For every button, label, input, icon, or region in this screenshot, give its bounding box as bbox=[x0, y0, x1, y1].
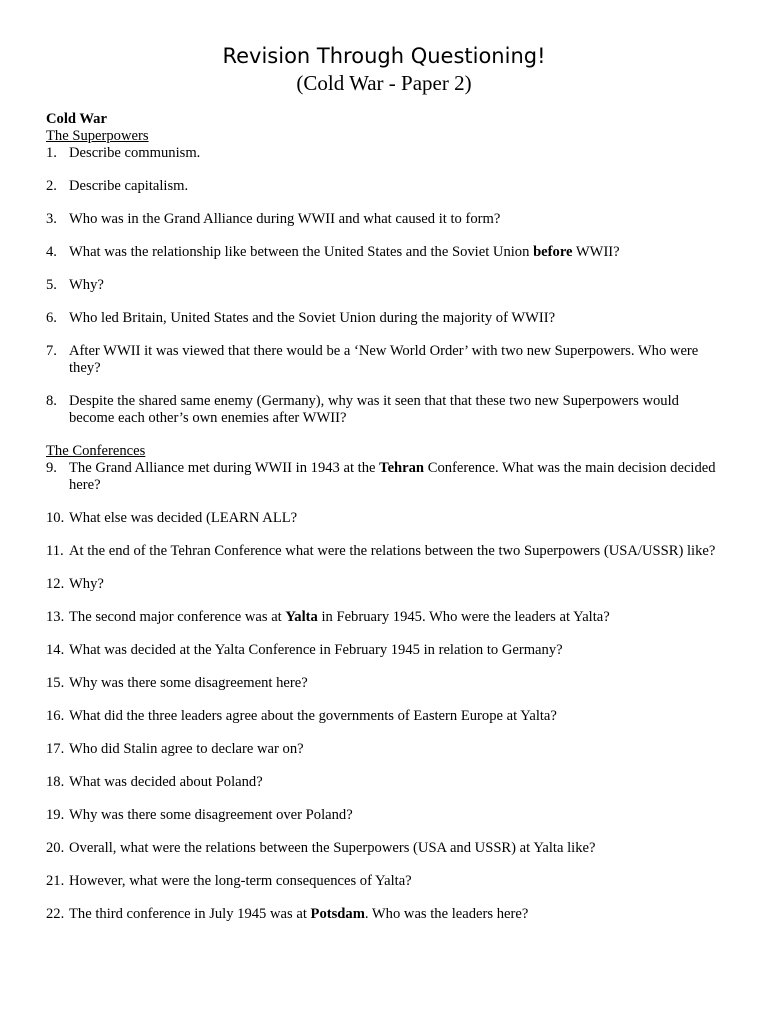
question-item bbox=[46, 642, 726, 659]
question-number: 12. bbox=[46, 576, 65, 592]
question-text-part: Why was there some disagreement over Poland? bbox=[69, 807, 353, 823]
question-text-part: WWII? bbox=[572, 244, 620, 260]
question-text-part: However, what were the long-term consequences of Yalta? bbox=[69, 873, 412, 889]
question-number: 8. bbox=[46, 393, 57, 409]
question-text bbox=[69, 343, 726, 377]
question-text bbox=[69, 873, 726, 890]
question-text-part: Overall, what were the relations between the Superpowers (USA and USSR) at Yalta like? bbox=[69, 840, 596, 856]
question-number: 19. bbox=[46, 807, 65, 823]
question-text bbox=[69, 609, 726, 626]
question-number: 20. bbox=[46, 840, 65, 856]
question-item bbox=[46, 609, 726, 626]
question-text-part: The third conference in July 1945 was at bbox=[69, 906, 311, 922]
question-number: 15. bbox=[46, 675, 65, 691]
question-item bbox=[46, 244, 726, 261]
question-text bbox=[69, 741, 726, 758]
question-item bbox=[46, 741, 726, 758]
question-emphasis: Potsdam bbox=[310, 906, 365, 922]
question-number: 18. bbox=[46, 774, 65, 790]
question-text bbox=[69, 211, 726, 228]
question-number: 11. bbox=[46, 543, 64, 559]
question-text-part: Why? bbox=[69, 576, 104, 592]
question-text bbox=[69, 807, 726, 824]
question-text bbox=[69, 675, 726, 692]
question-text bbox=[69, 708, 726, 725]
question-emphasis: before bbox=[533, 244, 573, 260]
question-number: 14. bbox=[46, 642, 65, 658]
question-item bbox=[46, 774, 726, 791]
question-text-part: Why? bbox=[69, 277, 104, 293]
question-text bbox=[69, 774, 726, 791]
question-text bbox=[69, 510, 726, 527]
question-text bbox=[69, 393, 726, 427]
question-item bbox=[46, 178, 726, 195]
question-item bbox=[46, 277, 726, 294]
question-text-part: Despite the shared same enemy (Germany), why was it seen that that these two new Superpowers would become each other’s own enemies after WWII? bbox=[69, 393, 679, 426]
question-item bbox=[46, 145, 726, 162]
question-item bbox=[46, 460, 726, 494]
question-number: 3. bbox=[46, 211, 57, 227]
question-item bbox=[46, 310, 726, 327]
page-title: Revision Through Questioning! bbox=[222, 44, 546, 68]
question-text-part: The second major conference was at bbox=[69, 609, 286, 625]
question-text-part: The Grand Alliance met during WWII in 1943 at the bbox=[69, 460, 380, 476]
question-item bbox=[46, 708, 726, 725]
question-text-part: Conference. What was the main decision decided here? bbox=[69, 460, 716, 493]
question-text-part: At the end of the Tehran Conference what were the relations between the two Superpowers (USA/USSR) like? bbox=[69, 543, 716, 559]
question-item bbox=[46, 840, 726, 857]
question-item bbox=[46, 675, 726, 692]
question-text-part: Why was there some disagreement here? bbox=[69, 675, 308, 691]
question-text-part: in February 1945. Who were the leaders at Yalta? bbox=[317, 609, 610, 625]
question-text-part: What did the three leaders agree about the governments of Eastern Europe at Yalta? bbox=[69, 708, 557, 724]
question-text bbox=[69, 543, 726, 560]
page-subtitle: (Cold War - Paper 2) bbox=[296, 71, 472, 95]
section-heading: Cold War bbox=[46, 111, 107, 127]
question-number: 4. bbox=[46, 244, 57, 260]
question-text-part: . Who was the leaders here? bbox=[364, 906, 529, 922]
question-item bbox=[46, 543, 726, 560]
question-text-part: What was decided about Poland? bbox=[69, 774, 263, 790]
question-text bbox=[69, 145, 726, 162]
question-number: 10. bbox=[46, 510, 65, 526]
question-text bbox=[69, 277, 726, 294]
question-text-part: Who did Stalin agree to declare war on? bbox=[69, 741, 304, 757]
question-number: 7. bbox=[46, 343, 57, 359]
question-text bbox=[69, 178, 726, 195]
question-text-part: After WWII it was viewed that there would be a ‘New World Order’ with two new Superpowers. Who were they? bbox=[69, 343, 699, 376]
question-number: 6. bbox=[46, 310, 57, 326]
question-list bbox=[46, 460, 726, 923]
question-item bbox=[46, 510, 726, 527]
question-item bbox=[46, 807, 726, 824]
question-number: 16. bbox=[46, 708, 65, 724]
question-item bbox=[46, 576, 726, 593]
question-emphasis: Yalta bbox=[285, 609, 318, 625]
question-emphasis: Tehran bbox=[379, 460, 425, 476]
question-text-part: Describe communism. bbox=[69, 145, 201, 161]
question-number: 17. bbox=[46, 741, 65, 757]
question-item bbox=[46, 906, 726, 923]
subsection-title: The Superpowers bbox=[46, 128, 149, 144]
question-text bbox=[69, 840, 726, 857]
question-item bbox=[46, 873, 726, 890]
question-number: 2. bbox=[46, 178, 57, 194]
question-text bbox=[69, 576, 726, 593]
question-text-part: Who led Britain, United States and the Soviet Union during the majority of WWII? bbox=[69, 310, 556, 326]
question-item bbox=[46, 393, 726, 427]
question-number: 22. bbox=[46, 906, 65, 922]
question-item bbox=[46, 343, 726, 377]
question-number: 1. bbox=[46, 145, 57, 161]
question-text bbox=[69, 460, 726, 494]
question-text-part: What else was decided (LEARN ALL? bbox=[69, 510, 298, 526]
question-text-part: What was the relationship like between the United States and the Soviet Union bbox=[69, 244, 534, 260]
question-list bbox=[46, 145, 726, 427]
section-gap bbox=[46, 427, 726, 443]
question-text-part: Describe capitalism. bbox=[69, 178, 189, 194]
question-text-part: Who was in the Grand Alliance during WWII and what caused it to form? bbox=[69, 211, 501, 227]
question-text bbox=[69, 244, 726, 261]
sections-container bbox=[46, 128, 726, 923]
question-number: 13. bbox=[46, 609, 65, 625]
question-text bbox=[69, 642, 726, 659]
question-number: 5. bbox=[46, 277, 57, 293]
question-number: 9. bbox=[46, 460, 57, 476]
question-text bbox=[69, 906, 726, 923]
subsection-title: The Conferences bbox=[46, 443, 146, 459]
question-item bbox=[46, 211, 726, 228]
question-text-part: What was decided at the Yalta Conference in February 1945 in relation to Germany? bbox=[69, 642, 563, 658]
question-number: 21. bbox=[46, 873, 65, 889]
question-text bbox=[69, 310, 726, 327]
document-body bbox=[46, 111, 726, 923]
